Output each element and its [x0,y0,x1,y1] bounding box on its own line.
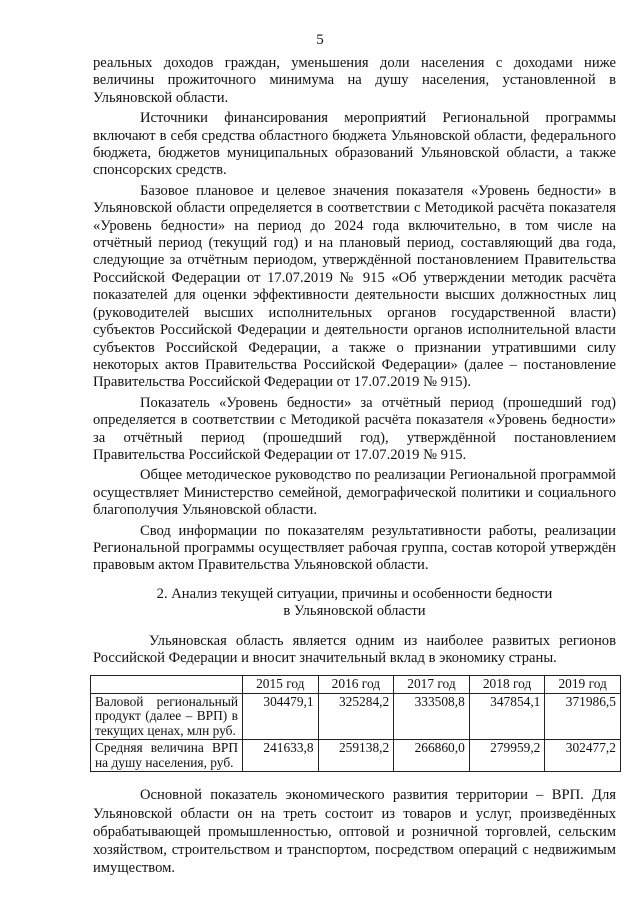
table-cell: 266860,0 [394,740,470,772]
page-number: 5 [316,32,324,48]
table-header-cell: 2015 год [243,676,319,694]
table-cell: 347854,1 [469,693,545,740]
table-header-cell: 2018 год [469,676,545,694]
table-cell: 302477,2 [545,740,621,772]
body-paragraph: Общее методическое руководство по реализации Региональной программой осуществляет Министерство семейной, демографической политики и социального благополучия Ульяновской области. [93,467,616,519]
table-row-label: Средняя величина ВРП на душу населения, руб. [91,740,243,772]
intro-paragraph: Ульяновская область является одним из наиболее развитых регионов Российской Федерации и вносит значительный вклад в экономику страны. [93,632,616,666]
section-heading-line2: в Ульяновской области [283,603,426,620]
body-paragraph: Свод информации по показателям результативности работы, реализации Региональной программы осуществляет рабочая группа, состав которой утверждён правовым актом Правительства Ульяновской области. [93,522,616,574]
grp-table [90,675,621,772]
page-content [93,55,616,877]
table-cell: 241633,8 [243,740,319,772]
table-header-cell: 2017 год [394,676,470,694]
closing-paragraph: Основной показатель экономического развития территории – ВРП. Для Ульяновской области он на треть состоит из товаров и услуг, произведённых обрабатывающей промышленностью, оптовой и розничной торговлей, сельским хозяйством, строительством и транспортом, посредством операций с недвижимым имуществом. [93,787,616,877]
table-cell: 279959,2 [469,740,545,772]
table-row-label: Валовой региональный продукт (далее – ВРП) в текущих ценах, млн руб. [91,693,243,740]
paragraphs-before [93,55,616,575]
table-header-row [91,676,621,694]
body-paragraph: реальных доходов граждан, уменьшения доли населения с доходами ниже величины прожиточного минимума на душу населения, установленной в Ульяновской области. [93,55,616,106]
body-paragraph: Показатель «Уровень бедности» за отчётный период (прошедший год) определяется в соответствии с Методикой расчёта показателя «Уровень бедности» за отчётный период (прошедший год), утверждённой постановлением Правительства Российской Федерации от 17.07.2019 № 915. [93,394,616,463]
table-cell: 304479,1 [243,693,319,740]
body-paragraph: Источники финансирования мероприятий Региональной программы включают в себя средства областного бюджета Ульяновской области, федерального бюджета, бюджетов муниципальных образований Ульяновской области, а также спонсорских средств. [93,110,616,179]
table-header-cell: 2016 год [318,676,394,694]
table-row [91,693,621,740]
table-header-cell: 2019 год [545,676,621,694]
table-cell: 371986,5 [545,693,621,740]
table-row [91,740,621,772]
body-paragraph: Базовое плановое и целевое значения показателя «Уровень бедности» в Ульяновской области определяется в соответствии с Методикой расчёта показателя «Уровень бедности» на период до 2024 года включительно, в том числе на отчётный период (текущий год) и на плановый период, составляющий два года, следующие за отчётным периодом, утверждённой постановлением Правительства Российской Федерации от 17.07.2019 № 915 «Об утверждении методик расчёта показателей для оценки эффективности деятельности высших должностных лиц (руководителей высших исполнительных органов государственной власти) субъектов Российской Федерации и деятельности органов исполнительной власти субъектов Российской Федерации, а также о признании утратившими силу некоторых актов Правительства Российской Федерации» (далее – постановление Правительства Российской Федерации от 17.07.2019 № 915). [93,182,616,391]
table-header-cell [91,676,243,694]
table-cell: 325284,2 [318,693,394,740]
section-heading [93,586,616,621]
table-cell: 259138,2 [318,740,394,772]
table-cell: 333508,8 [394,693,470,740]
section-heading-line1: 2. Анализ текущей ситуации, причины и особенности бедности [156,585,553,602]
